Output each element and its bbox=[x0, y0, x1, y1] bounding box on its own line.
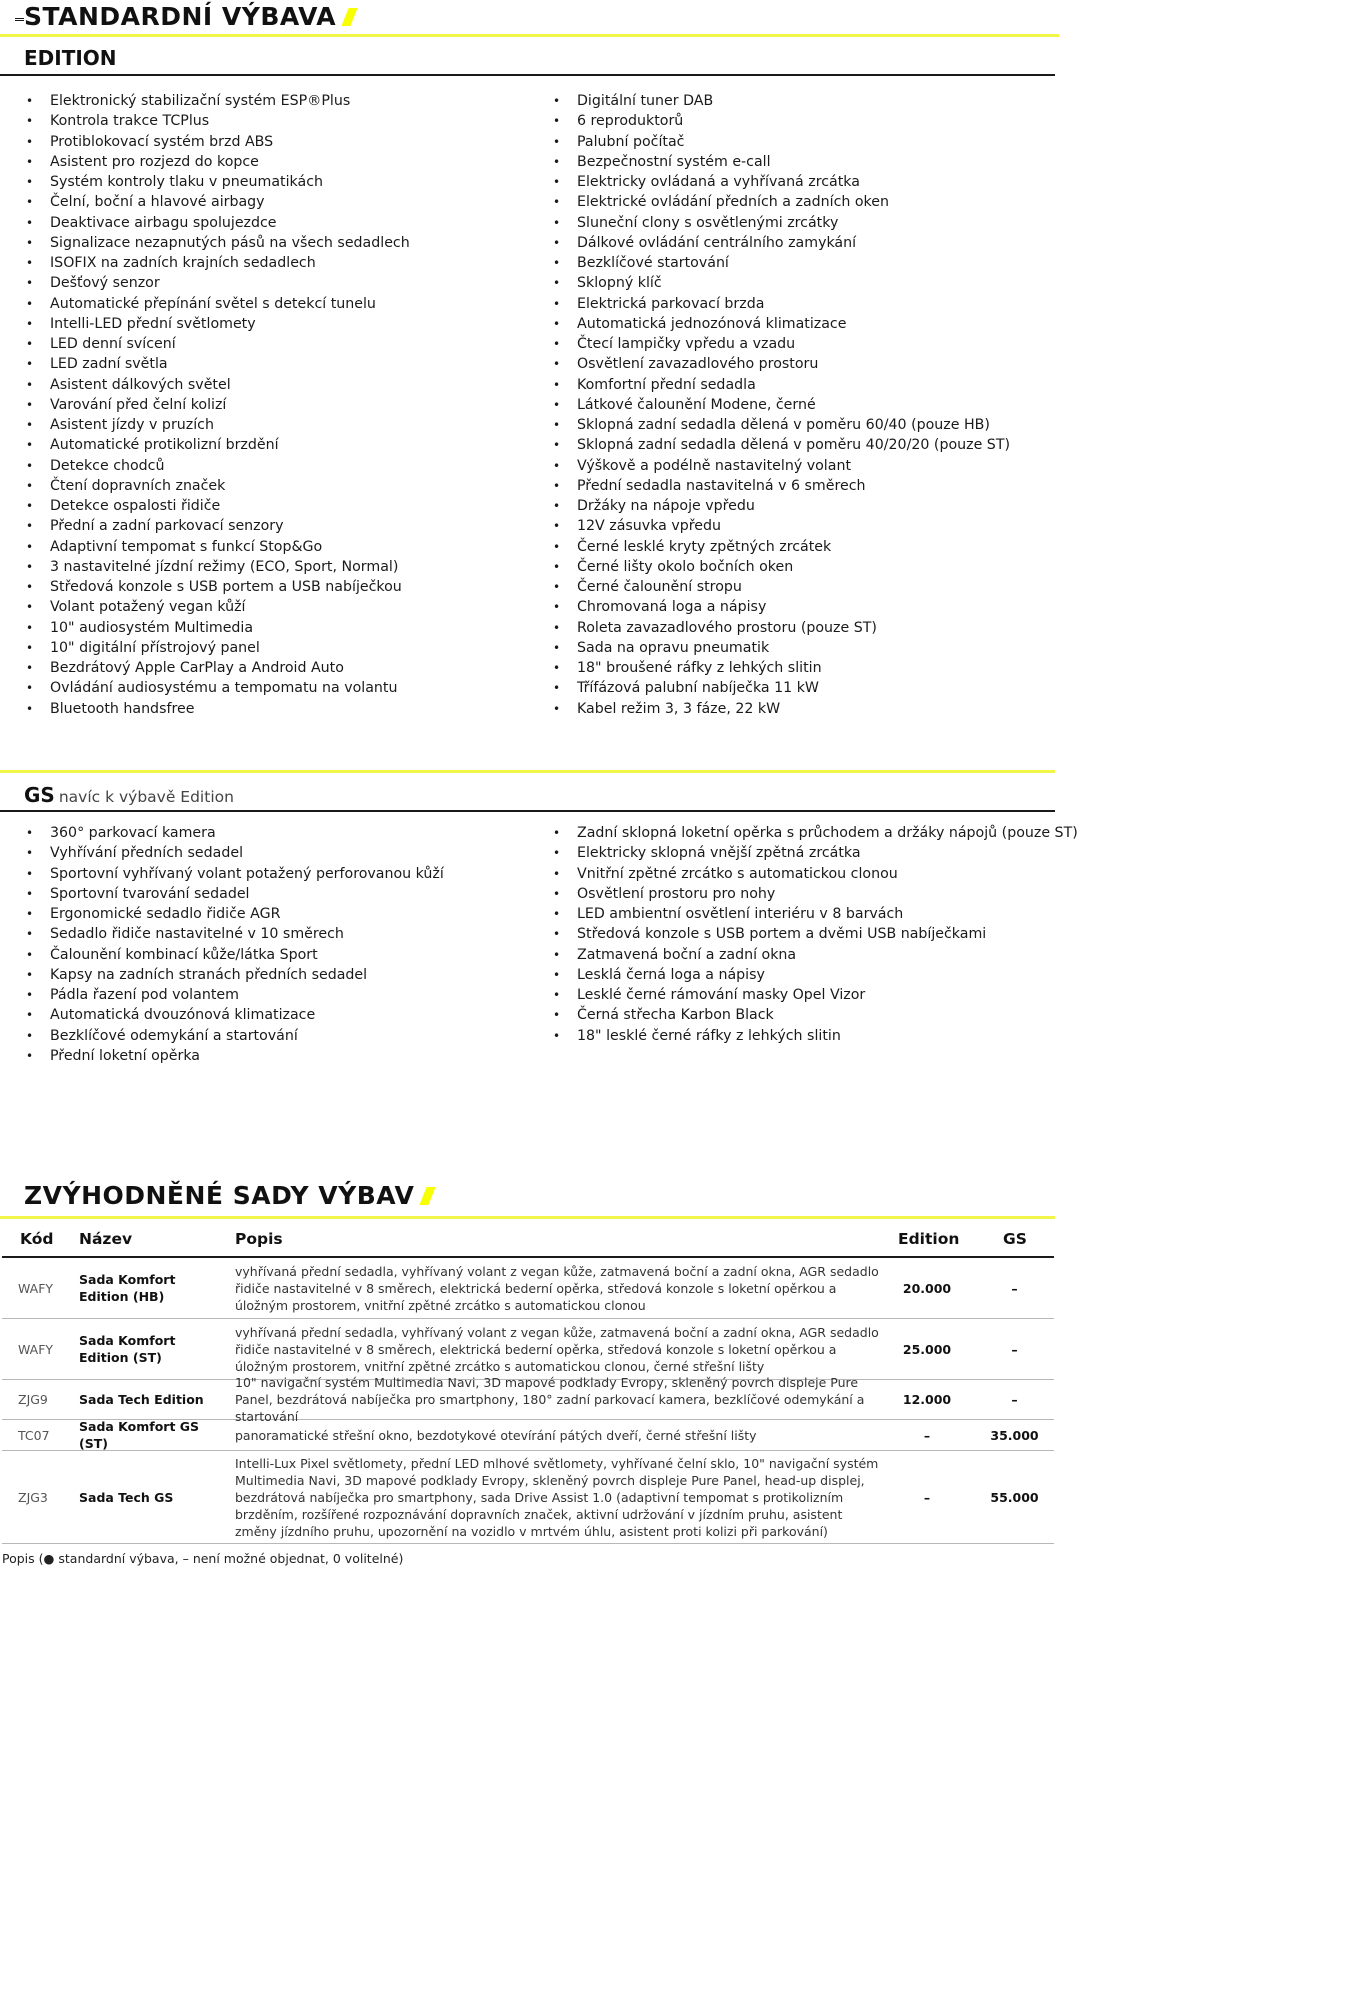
list-item: • Sportovní tvarování sedadel bbox=[26, 884, 444, 904]
list-item: • Volant potažený vegan kůží bbox=[26, 597, 410, 617]
list-item: • Přední loketní opěrka bbox=[26, 1046, 444, 1066]
list-item: • Asistent jízdy v pruzích bbox=[26, 415, 410, 435]
list-item: • Bezklíčové startování bbox=[553, 253, 1010, 273]
gs-heading-subtitle: navíc k výbavě Edition bbox=[58, 788, 234, 806]
column-header-code: Kód bbox=[20, 1230, 54, 1248]
cell-edition-price bbox=[882, 1380, 972, 1419]
packages-divider bbox=[0, 1216, 1055, 1219]
cell-description bbox=[235, 1319, 885, 1379]
list-item: • Černé lesklé kryty zpětných zrcátek bbox=[553, 537, 1010, 557]
table-row bbox=[2, 1420, 1054, 1451]
list-item: • Detekce chodců bbox=[26, 456, 410, 476]
cell-description-text: panoramatické střešní okno, bezdotykové otevírání pátých dveří, černé střešní lišty bbox=[235, 1427, 757, 1443]
list-item: • Lesklé černé rámování masky Opel Vizor bbox=[553, 985, 1078, 1005]
cell-gs-price-text: 35.000 bbox=[990, 1427, 1039, 1443]
list-item: • 6 reproduktorů bbox=[553, 111, 1010, 131]
list-item: • Sluneční clony s osvětlenými zrcátky bbox=[553, 213, 1010, 233]
list-item: • Asistent dálkových světel bbox=[26, 375, 410, 395]
yellow-slash-icon bbox=[341, 8, 357, 26]
list-item: • Pádla řazení pod volantem bbox=[26, 985, 444, 1005]
list-item: • Sada na opravu pneumatik bbox=[553, 638, 1010, 658]
list-item: • Osvětlení zavazadlového prostoru bbox=[553, 354, 1010, 374]
list-item: • Látkové čalounění Modene, černé bbox=[553, 395, 1010, 415]
list-item: • Kapsy na zadních stranách předních sedadel bbox=[26, 965, 444, 985]
list-item: • Osvětlení prostoru pro nohy bbox=[553, 884, 1078, 904]
gs-right-list bbox=[553, 823, 1078, 1046]
list-item: • Dálkové ovládání centrálního zamykání bbox=[553, 233, 1010, 253]
list-item: • Sedadlo řidiče nastavitelné v 10 směrech bbox=[26, 924, 444, 944]
list-item: • Kabel režim 3, 3 fáze, 22 kW bbox=[553, 699, 1010, 719]
list-item: • ISOFIX na zadních krajních sedadlech bbox=[26, 253, 410, 273]
list-item: • Držáky na nápoje vpředu bbox=[553, 496, 1010, 516]
list-item: • Vyhřívání předních sedadel bbox=[26, 843, 444, 863]
list-item: • Čtení dopravních značek bbox=[26, 476, 410, 496]
list-item: • Dešťový senzor bbox=[26, 273, 410, 293]
edition-divider bbox=[0, 74, 1055, 76]
list-item: • Bluetooth handsfree bbox=[26, 699, 410, 719]
cell-code-text: WAFY bbox=[18, 1280, 54, 1296]
cell-code bbox=[18, 1380, 68, 1419]
gs-top-divider bbox=[0, 770, 1055, 773]
list-item: • Ergonomické sedadlo řidiče AGR bbox=[26, 904, 444, 924]
table-row bbox=[2, 1258, 1054, 1319]
cell-edition-price bbox=[882, 1258, 972, 1318]
cell-gs-price bbox=[977, 1451, 1052, 1543]
list-item: • Adaptivní tempomat s funkcí Stop&Go bbox=[26, 537, 410, 557]
cell-name bbox=[79, 1380, 229, 1419]
cell-name-text: Sada Tech Edition bbox=[79, 1392, 204, 1407]
cell-edition-price-text: – bbox=[923, 1427, 931, 1443]
list-item: • Detekce ospalosti řidiče bbox=[26, 496, 410, 516]
cell-name-text: Sada Komfort Edition (HB) bbox=[79, 1272, 176, 1304]
list-item: • Bezpečnostní systém e-call bbox=[553, 152, 1010, 172]
cell-code bbox=[18, 1420, 68, 1450]
cell-name-text: Sada Komfort Edition (ST) bbox=[79, 1333, 176, 1365]
column-header-edition: Edition bbox=[898, 1230, 960, 1248]
list-item: • 360° parkovací kamera bbox=[26, 823, 444, 843]
header-divider bbox=[0, 34, 1059, 37]
list-item: • Protiblokovací systém brzd ABS bbox=[26, 132, 410, 152]
yellow-slash-icon bbox=[420, 1187, 436, 1205]
list-item: • Palubní počítač bbox=[553, 132, 1010, 152]
cell-edition-price bbox=[882, 1420, 972, 1450]
cell-description bbox=[235, 1420, 885, 1450]
list-item: • Elektronický stabilizační systém ESP®Plus bbox=[26, 91, 410, 111]
list-item: • LED zadní světla bbox=[26, 354, 410, 374]
list-item: • Sportovní vyhřívaný volant potažený perforovanou kůží bbox=[26, 864, 444, 884]
cell-edition-price-text: 12.000 bbox=[902, 1392, 952, 1407]
cell-name-text: Sada Tech GS bbox=[79, 1489, 174, 1505]
cell-description-text: Intelli-Lux Pixel světlomety, přední LED mlhové světlomety, vyhřívané čelní sklo, 10" navigační systém Multimedia Navi, 3D mapové podklady Evropy, skleněný povrch displeje Pure Panel, head-up displej, bezdrátová nabíječka pro smartphony, sada Drive Assist 1.0 (adaptivní tempomat s protikolizním brzděním, rozšířené rozpoznávání dopravních značek, aktivní udržování v jízdním pruhu, asistent změny jízdního pruhu, upozornění na vozidlo v mrtvém úhlu, asistent proti kolizi při parkování) bbox=[235, 1455, 879, 1539]
cell-gs-price-text: – bbox=[1011, 1280, 1018, 1296]
cell-name bbox=[79, 1319, 229, 1379]
list-item: • Čtecí lampičky vpředu a vzadu bbox=[553, 334, 1010, 354]
list-item: • Lesklá černá loga a nápisy bbox=[553, 965, 1078, 985]
list-item: • Výškově a podélně nastavitelný volant bbox=[553, 456, 1010, 476]
list-item: • Zatmavená boční a zadní okna bbox=[553, 945, 1078, 965]
cell-code-text: ZJG3 bbox=[18, 1489, 48, 1505]
legend-footnote: Popis (● standardní výbava, – není možné objednat, 0 volitelné) bbox=[2, 1551, 404, 1566]
cell-edition-price-text: – bbox=[923, 1489, 931, 1505]
list-item: • Bezdrátový Apple CarPlay a Android Auto bbox=[26, 658, 410, 678]
list-item: • Asistent pro rozjezd do kopce bbox=[26, 152, 410, 172]
cell-gs-price-text: 55.000 bbox=[990, 1489, 1039, 1505]
list-item: • Černé čalounění stropu bbox=[553, 577, 1010, 597]
list-item: • Varování před čelní kolizí bbox=[26, 395, 410, 415]
list-item: • LED denní svícení bbox=[26, 334, 410, 354]
list-item: • Komfortní přední sedadla bbox=[553, 375, 1010, 395]
list-item: • LED ambientní osvětlení interiéru v 8 barvách bbox=[553, 904, 1078, 924]
list-item: • Kontrola trakce TCPlus bbox=[26, 111, 410, 131]
cell-gs-price bbox=[977, 1258, 1052, 1318]
cell-code-text: TC07 bbox=[18, 1427, 50, 1443]
list-item: • Intelli-LED přední světlomety bbox=[26, 314, 410, 334]
cell-edition-price bbox=[882, 1451, 972, 1543]
cell-gs-price-text: – bbox=[1011, 1392, 1018, 1407]
cell-code bbox=[18, 1319, 68, 1379]
column-header-name: Název bbox=[79, 1230, 133, 1248]
list-item: • 3 nastavitelné jízdní režimy (ECO, Sport, Normal) bbox=[26, 557, 410, 577]
cell-edition-price-text: 20.000 bbox=[902, 1280, 952, 1296]
list-item: • Sklopný klíč bbox=[553, 273, 1010, 293]
list-item: • Deaktivace airbagu spolujezdce bbox=[26, 213, 410, 233]
cell-code bbox=[18, 1258, 68, 1318]
page-marker-icon bbox=[15, 18, 24, 22]
cell-description bbox=[235, 1375, 885, 1424]
page-title bbox=[24, 2, 354, 31]
cell-name bbox=[79, 1258, 229, 1318]
table-row bbox=[2, 1319, 1054, 1380]
table-header bbox=[18, 1230, 1054, 1256]
list-item: • Systém kontroly tlaku v pneumatikách bbox=[26, 172, 410, 192]
cell-description-text: 10" navigační systém Multimedia Navi, 3D mapové podklady Evropy, skleněný povrch displeje Pure Panel, bezdrátová nabíječka pro smartphony, 180° zadní parkovací kamera, bezklíčové odemykání a startování bbox=[235, 1375, 865, 1424]
list-item: • Čelní, boční a hlavové airbagy bbox=[26, 192, 410, 212]
list-item: • Zadní sklopná loketní opěrka s průchodem a držáky nápojů (pouze ST) bbox=[553, 823, 1078, 843]
table-row bbox=[2, 1451, 1054, 1544]
cell-edition-price-text: 25.000 bbox=[902, 1341, 952, 1357]
list-item: • Středová konzole s USB portem a dvěmi USB nabíječkami bbox=[553, 924, 1078, 944]
edition-left-list bbox=[26, 91, 410, 719]
edition-heading: EDITION bbox=[24, 46, 117, 70]
packages-title bbox=[24, 1181, 432, 1210]
list-item: • Elektrické ovládání předních a zadních oken bbox=[553, 192, 1010, 212]
list-item: • Přední sedadla nastavitelná v 6 směrech bbox=[553, 476, 1010, 496]
list-item: • 18" lesklé černé ráfky z lehkých slitin bbox=[553, 1026, 1078, 1046]
gs-heading bbox=[24, 783, 234, 807]
cell-name-text: Sada Komfort GS (ST) bbox=[79, 1419, 200, 1451]
cell-name bbox=[79, 1420, 229, 1450]
list-item: • Vnitřní zpětné zrcátko s automatickou clonou bbox=[553, 864, 1078, 884]
list-item: • 10" digitální přístrojový panel bbox=[26, 638, 410, 658]
list-item: • Bezklíčové odemykání a startování bbox=[26, 1026, 444, 1046]
cell-code-text: ZJG9 bbox=[18, 1392, 48, 1407]
list-item: • Automatická jednozónová klimatizace bbox=[553, 314, 1010, 334]
page-title-text: STANDARDNÍ VÝBAVA bbox=[24, 2, 337, 31]
gs-divider bbox=[0, 810, 1055, 812]
table-row bbox=[2, 1375, 1054, 1424]
cell-gs-price-text: – bbox=[1011, 1341, 1018, 1357]
list-item: • Elektricky ovládaná a vyhřívaná zrcátka bbox=[553, 172, 1010, 192]
list-item: • Chromovaná loga a nápisy bbox=[553, 597, 1010, 617]
list-item: • Automatické přepínání světel s detekcí tunelu bbox=[26, 294, 410, 314]
list-item: • Digitální tuner DAB bbox=[553, 91, 1010, 111]
gs-left-list bbox=[26, 823, 444, 1066]
cell-description-text: vyhřívaná přední sedadla, vyhřívaný volant z vegan kůže, zatmavená boční a zadní okna, AGR sedadlo řidiče nastavitelné v 8 směrech, elektrická bederní opěrka, středová konzole s loketní opěrkou a úložným prostorem, vnitřní zpětné zrcátko s automatickou clonou, černé střešní lišty bbox=[235, 1324, 879, 1374]
list-item: • Roleta zavazadlového prostoru (pouze ST) bbox=[553, 618, 1010, 638]
list-item: • Signalizace nezapnutých pásů na všech sedadlech bbox=[26, 233, 410, 253]
cell-gs-price bbox=[977, 1420, 1052, 1450]
list-item: • Sklopná zadní sedadla dělená v poměru 60/40 (pouze HB) bbox=[553, 415, 1010, 435]
cell-code bbox=[18, 1451, 68, 1543]
cell-edition-price bbox=[882, 1319, 972, 1379]
column-header-desc: Popis bbox=[235, 1230, 283, 1248]
cell-gs-price bbox=[977, 1380, 1052, 1419]
cell-description bbox=[235, 1258, 885, 1318]
list-item: • 18" broušené ráfky z lehkých slitin bbox=[553, 658, 1010, 678]
list-item: • Automatická dvouzónová klimatizace bbox=[26, 1005, 444, 1025]
cell-description-text: vyhřívaná přední sedadla, vyhřívaný volant z vegan kůže, zatmavená boční a zadní okna, AGR sedadlo řidiče nastavitelné v 8 směrech, elektrická bederní opěrka, středová konzole s loketní opěrkou a úložným prostorem, vnitřní zpětné zrcátko s automatickou clonou bbox=[235, 1263, 879, 1313]
list-item: • Středová konzole s USB portem a USB nabíječkou bbox=[26, 577, 410, 597]
gs-heading-title: GS bbox=[24, 783, 55, 807]
list-item: • Automatické protikolizní brzdění bbox=[26, 435, 410, 455]
list-item: • Sklopná zadní sedadla dělená v poměru 40/20/20 (pouze ST) bbox=[553, 435, 1010, 455]
list-item: • 12V zásuvka vpředu bbox=[553, 516, 1010, 536]
list-item: • Elektricky sklopná vnější zpětná zrcátka bbox=[553, 843, 1078, 863]
packages-title-text: ZVÝHODNĚNÉ SADY VÝBAV bbox=[24, 1181, 415, 1210]
cell-description bbox=[235, 1451, 885, 1543]
cell-gs-price bbox=[977, 1319, 1052, 1379]
list-item: • 10" audiosystém Multimedia bbox=[26, 618, 410, 638]
edition-right-list bbox=[553, 91, 1010, 719]
cell-code-text: WAFY bbox=[18, 1341, 54, 1357]
list-item: • Čalounění kombinací kůže/látka Sport bbox=[26, 945, 444, 965]
cell-name bbox=[79, 1451, 229, 1543]
list-item: • Ovládání audiosystému a tempomatu na volantu bbox=[26, 678, 410, 698]
column-header-gs: GS bbox=[1003, 1230, 1027, 1248]
list-item: • Černé lišty okolo bočních oken bbox=[553, 557, 1010, 577]
list-item: • Třífázová palubní nabíječka 11 kW bbox=[553, 678, 1010, 698]
list-item: • Elektrická parkovací brzda bbox=[553, 294, 1010, 314]
list-item: • Černá střecha Karbon Black bbox=[553, 1005, 1078, 1025]
list-item: • Přední a zadní parkovací senzory bbox=[26, 516, 410, 536]
